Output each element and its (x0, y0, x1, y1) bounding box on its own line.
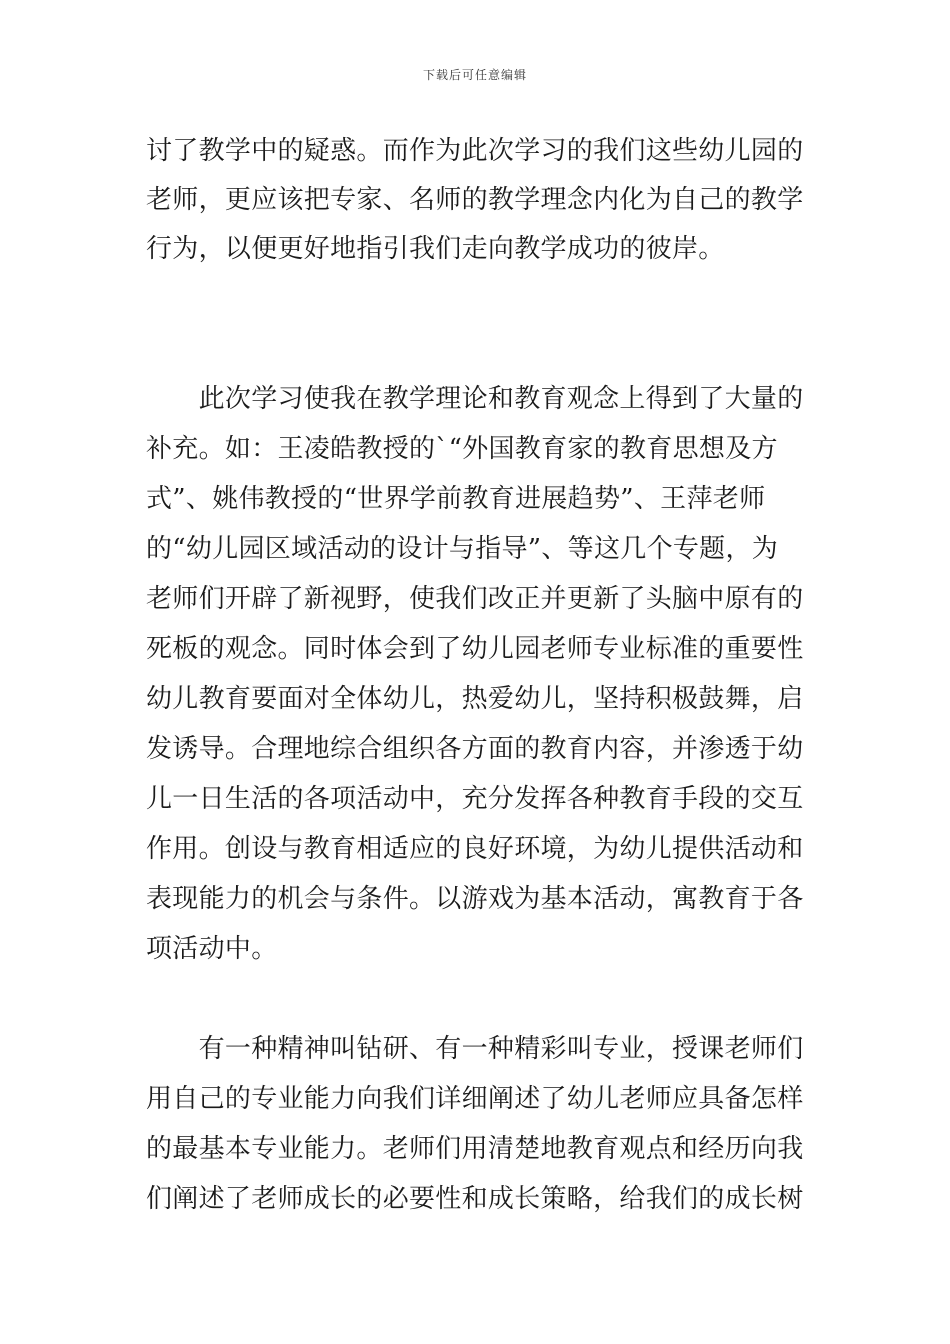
paragraph-line: 发诱导。合理地综合组织各方面的教育内容，并渗透于幼 (146, 734, 804, 764)
paragraph-line: 补充。如：王凌皓教授的`“外国教育家的教育思想及方 (146, 434, 778, 464)
paragraph-line: 们阐述了老师成长的必要性和成长策略，给我们的成长树 (146, 1184, 804, 1214)
paragraph-line: 有一种精神叫钻研、有一种精彩叫专业，授课老师们 (146, 1034, 804, 1064)
paragraph-line: 的“幼儿园区域活动的设计与指导”、等这几个专题，为 (146, 534, 779, 564)
paragraph-line: 项活动中。 (146, 934, 278, 964)
paragraph-line: 作用。创设与教育相适应的良好环境，为幼儿提供活动和 (146, 834, 804, 864)
paragraph-line: 老师们开辟了新视野，使我们改正并更新了头脑中原有的 (146, 584, 804, 614)
paragraph-line: 此次学习使我在教学理论和教育观念上得到了大量的 (146, 384, 804, 414)
paragraph-line: 表现能力的机会与条件。以游戏为基本活动，寓教育于各 (146, 884, 804, 914)
paragraph-line: 老师，更应该把专家、名师的教学理念内化为自己的教学 (146, 185, 804, 215)
paragraph-line: 行为，以便更好地指引我们走向教学成功的彼岸。 (146, 234, 725, 264)
paragraph-line: 用自己的专业能力向我们详细阐述了幼儿老师应具备怎样 (146, 1084, 804, 1114)
paragraph-line: 讨了教学中的疑惑。而作为此次学习的我们这些幼儿园的 (146, 136, 804, 166)
paragraph-line: 死板的观念。同时体会到了幼儿园老师专业标准的重要性 (146, 634, 804, 664)
paragraph-line: 儿一日生活的各项活动中，充分发挥各种教育手段的交互 (146, 784, 804, 814)
paragraph-line: 式”、姚伟教授的“世界学前教育进展趋势”、王萍老师 (146, 484, 766, 514)
page-header: 下载后可任意编辑 (422, 68, 527, 82)
paragraph-line: 幼儿教育要面对全体幼儿，热爱幼儿，坚持积极鼓舞，启 (146, 684, 804, 714)
paragraph-line: 的最基本专业能力。老师们用清楚地教育观点和经历向我 (146, 1134, 804, 1164)
